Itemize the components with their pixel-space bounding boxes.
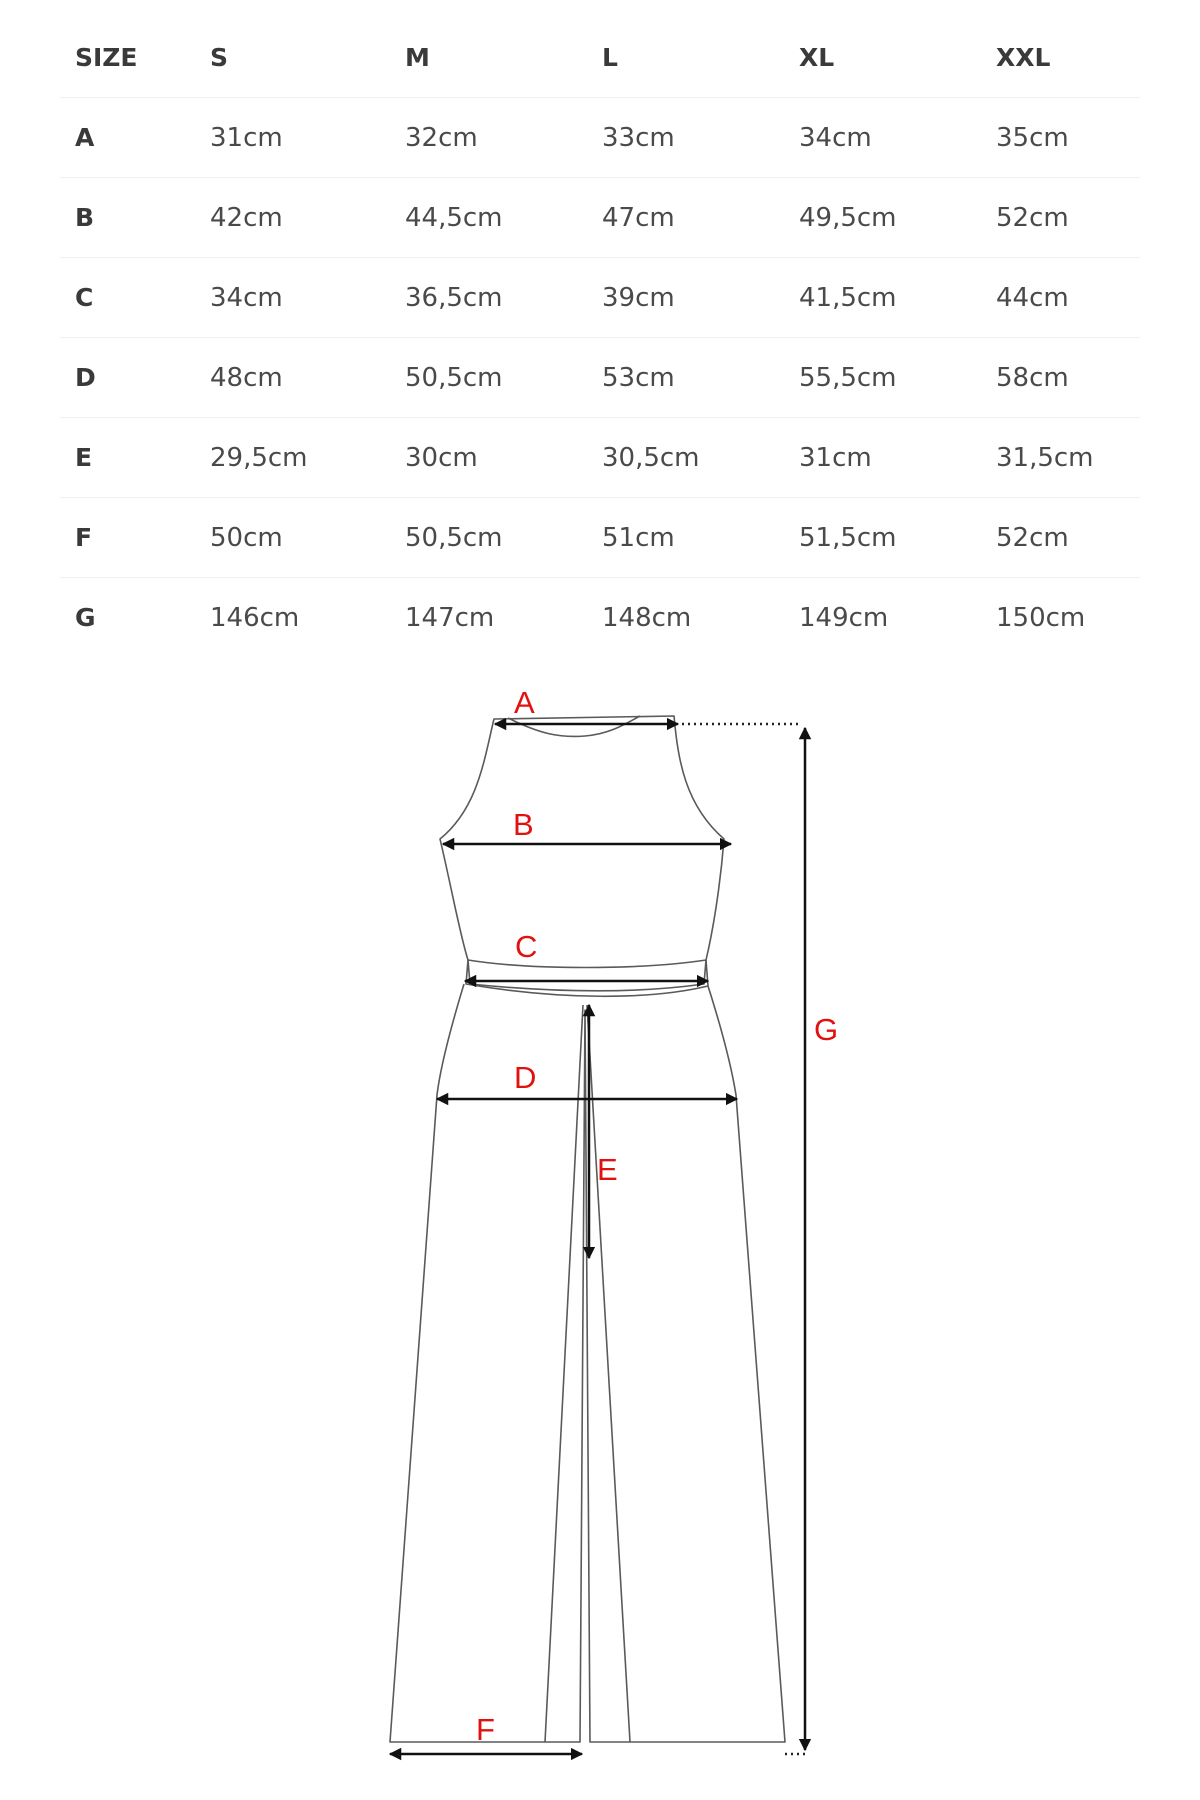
measure-c-label: C <box>515 929 538 964</box>
measure-d-label: D <box>514 1060 537 1095</box>
table-cell: 50,5cm <box>390 338 587 418</box>
table-cell: 50,5cm <box>390 498 587 578</box>
table-cell: 32cm <box>390 98 587 178</box>
row-label: C <box>60 258 195 338</box>
table-cell: 52cm <box>981 178 1140 258</box>
table-cell: 39cm <box>587 258 784 338</box>
trousers-outline <box>390 984 785 1742</box>
inseam-right <box>587 1005 630 1742</box>
row-label: F <box>60 498 195 578</box>
header-xxl: XXL <box>981 18 1140 98</box>
measure-g-label: G <box>814 1012 839 1047</box>
header-size: SIZE <box>60 18 195 98</box>
table-cell: 44cm <box>981 258 1140 338</box>
table-cell: 146cm <box>210 602 300 633</box>
table-cell: 147cm <box>405 602 495 633</box>
table-cell: 31,5cm <box>981 418 1140 498</box>
table-cell: 34cm <box>784 98 981 178</box>
header-l: L <box>587 18 784 98</box>
measure-b-label: B <box>513 807 534 842</box>
row-label: E <box>60 418 195 498</box>
table-cell: 31cm <box>195 98 390 178</box>
table-cell: 150cm <box>996 602 1086 633</box>
table-cell: 52cm <box>981 498 1140 578</box>
table-cell: 29,5cm <box>195 418 390 498</box>
garment-outline <box>390 716 785 1742</box>
table-cell: 35cm <box>981 98 1140 178</box>
table-cell: 49,5cm <box>784 178 981 258</box>
table-cell: 33cm <box>587 98 784 178</box>
table-cell: 51,5cm <box>784 498 981 578</box>
bodice-outline <box>440 716 724 991</box>
header-s: S <box>195 18 390 98</box>
table-cell: 31cm <box>784 418 981 498</box>
table-cell: 53cm <box>587 338 784 418</box>
table-cell: 148cm <box>602 602 692 633</box>
table-cell: 47cm <box>587 178 784 258</box>
row-label: G <box>75 603 96 632</box>
measure-e-label: E <box>597 1152 618 1187</box>
table-cell: 30cm <box>390 418 587 498</box>
table-cell: 48cm <box>195 338 390 418</box>
row-label: A <box>60 98 195 178</box>
inseam-left <box>545 1005 583 1742</box>
table-cell: 58cm <box>981 338 1140 418</box>
table-cell: 55,5cm <box>784 338 981 418</box>
table-cell: 41,5cm <box>784 258 981 338</box>
table-cell: 44,5cm <box>390 178 587 258</box>
table-cell: 42cm <box>195 178 390 258</box>
measure-a-label: A <box>514 685 535 720</box>
table-cell: 34cm <box>195 258 390 338</box>
header-m: M <box>390 18 587 98</box>
table-cell: 50cm <box>195 498 390 578</box>
measure-f-label: F <box>476 1712 495 1747</box>
header-xl: XL <box>784 18 981 98</box>
row-label: D <box>60 338 195 418</box>
table-cell: 30,5cm <box>587 418 784 498</box>
table-cell: 149cm <box>799 602 889 633</box>
row-label: B <box>60 178 195 258</box>
table-cell: 36,5cm <box>390 258 587 338</box>
table-cell: 51cm <box>587 498 784 578</box>
